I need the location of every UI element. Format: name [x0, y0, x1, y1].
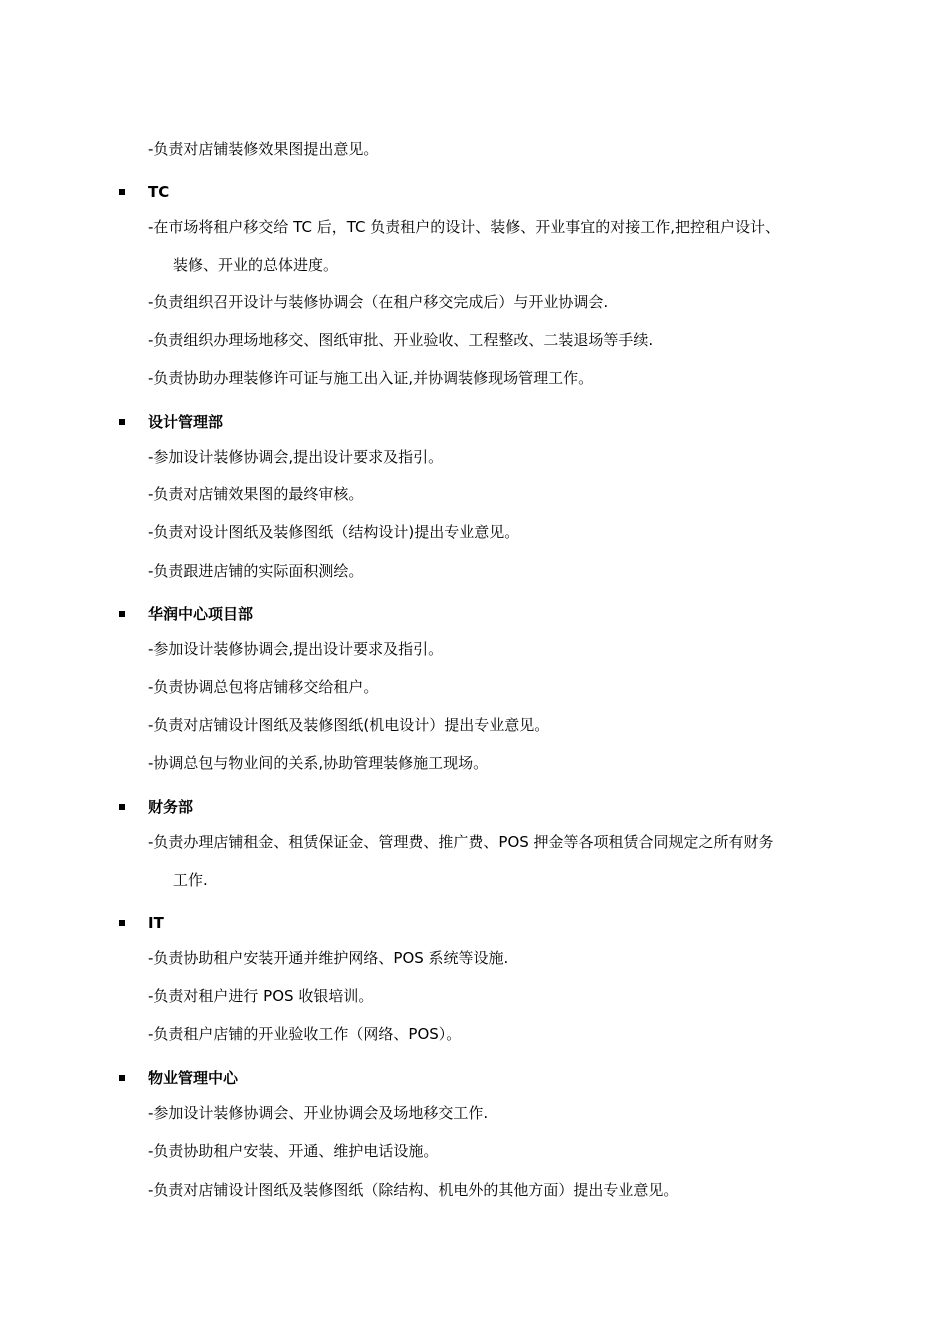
- list-item: -负责组织办理场地移交、图纸审批、开业验收、工程整改、二装退场等手续.: [148, 331, 654, 349]
- list-item: -负责协助租户安装、开通、维护电话设施。: [148, 1142, 439, 1160]
- list-item: -负责对店铺设计图纸及装修图纸（除结构、机电外的其他方面）提出专业意见。: [148, 1181, 679, 1199]
- section-heading-tc: TC: [148, 183, 170, 201]
- list-item: -参加设计装修协调会,提出设计要求及指引。: [148, 640, 444, 658]
- list-item: -负责协调总包将店铺移交给租户。: [148, 678, 379, 696]
- section-heading-design: 设计管理部: [148, 413, 224, 431]
- list-item: -负责协助租户安装开通并维护网络、POS 系统等设施.: [148, 949, 509, 967]
- list-item: -负责对店铺效果图的最终审核。: [148, 485, 364, 503]
- bullet-icon: [119, 804, 125, 810]
- list-item: -负责办理店铺租金、租赁保证金、管理费、推广费、POS 押金等各项租赁合同规定之所有财务: [148, 833, 774, 851]
- section-heading-finance: 财务部: [148, 798, 194, 816]
- list-item: -在市场将租户移交给 TC 后，TC 负责租户的设计、装修、开业事宜的对接工作,把控租户设计、: [148, 218, 781, 236]
- section-heading-project: 华润中心项目部: [148, 605, 254, 623]
- list-item: -负责租户店铺的开业验收工作（网络、POS）。: [148, 1025, 462, 1043]
- list-item: 装修、开业的总体进度。: [173, 256, 339, 274]
- list-item: -协调总包与物业间的关系,协助管理装修施工现场。: [148, 754, 489, 772]
- list-item: -负责对店铺设计图纸及装修图纸(机电设计）提出专业意见。: [148, 716, 550, 734]
- bullet-icon: [119, 189, 125, 195]
- intro-line: -负责对店铺装修效果图提出意见。: [148, 140, 379, 158]
- list-item: -负责对租户进行 POS 收银培训。: [148, 987, 374, 1005]
- bullet-icon: [119, 1075, 125, 1081]
- list-item: -参加设计装修协调会,提出设计要求及指引。: [148, 448, 444, 466]
- bullet-icon: [119, 611, 125, 617]
- list-item: -负责协助办理装修许可证与施工出入证,并协调装修现场管理工作。: [148, 369, 594, 387]
- list-item: -参加设计装修协调会、开业协调会及场地移交工作.: [148, 1104, 489, 1122]
- bullet-icon: [119, 419, 125, 425]
- list-item: -负责组织召开设计与装修协调会（在租户移交完成后）与开业协调会.: [148, 293, 609, 311]
- list-item: -负责对设计图纸及装修图纸（结构设计)提出专业意见。: [148, 523, 520, 541]
- section-heading-it: IT: [148, 914, 164, 932]
- list-item: 工作.: [173, 871, 208, 889]
- list-item: -负责跟进店铺的实际面积测绘。: [148, 562, 364, 580]
- bullet-icon: [119, 920, 125, 926]
- section-heading-property: 物业管理中心: [148, 1069, 239, 1087]
